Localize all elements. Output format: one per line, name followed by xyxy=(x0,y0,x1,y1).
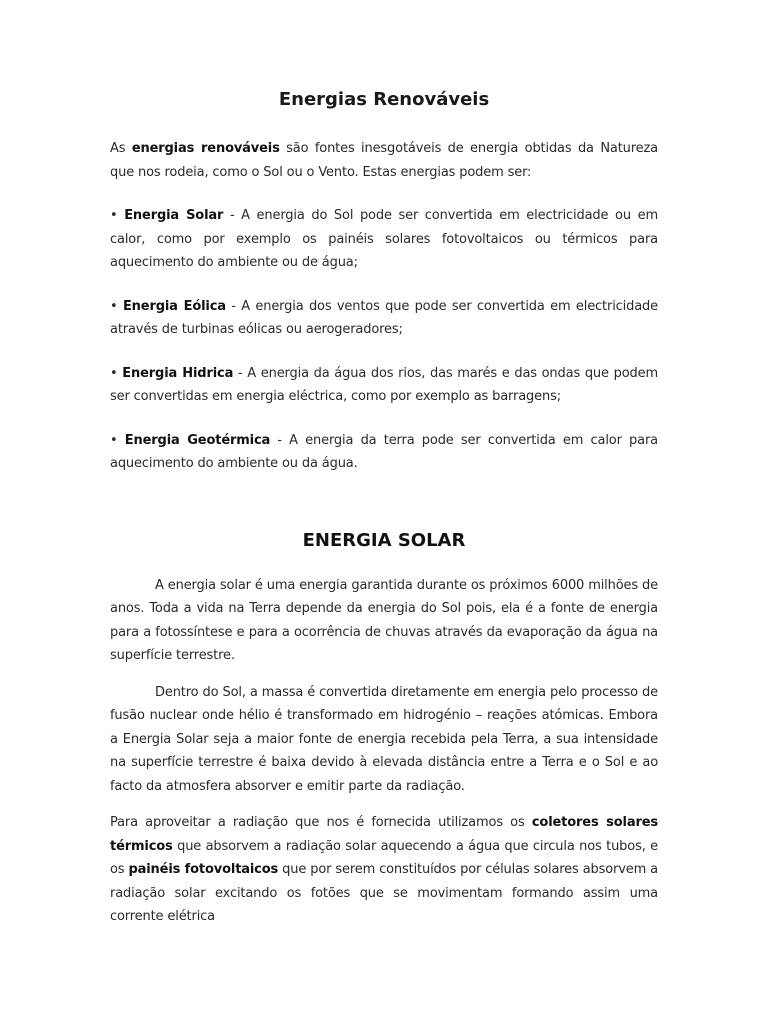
bullet-mark: • xyxy=(110,432,125,448)
page-title: Energias Renováveis xyxy=(278,89,490,110)
list-item-text: - A energia do Sol pode ser convertida em electricidade ou em calor, como por exemplo os painéis solares fotovoltaicos ou térmicos para aquecimento do ambiente ou de água; xyxy=(110,208,658,270)
list-item-hidrica xyxy=(110,362,658,409)
section-paragraph-2: Dentro do Sol, a massa é convertida diretamente em energia pelo processo de fusão nuclear onde hélio é transformado em hidrogénio – reações atómicas. Embora a Energia Solar seja a maior fonte de energia recebida pela Terra, a sua intensidade na superfície terrestre é baixa devido à elevada distância entre a Terra e o Sol e ao facto da atmosfera absorver e emitir parte da radiação. xyxy=(110,684,658,794)
list-item-text: - A energia da água dos rios, das marés e das ondas que podem ser convertidas em energia eléctrica, como por exemplo as barragens; xyxy=(110,365,658,404)
bullet-mark: • xyxy=(110,208,125,223)
list-item-term: Energia Hidrica xyxy=(122,365,234,381)
paragraph-text: Para aproveitar a radiação que nos é fornecida utilizamos os xyxy=(110,815,532,830)
intro-paragraph xyxy=(110,137,658,184)
list-item-term: Energia Geotérmica xyxy=(124,432,271,448)
list-item-eolica xyxy=(110,295,658,342)
bullet-mark: • xyxy=(110,365,123,381)
section-title: ENERGIA SOLAR xyxy=(302,529,466,551)
intro-text-start: As xyxy=(110,141,132,156)
list-item-term: Energia Eólica xyxy=(122,298,226,314)
intro-text-end: são fontes inesgotáveis de energia obtidas da Natureza que nos rodeia, como o Sol ou o Vento. Estas energias podem ser: xyxy=(110,141,658,180)
section-paragraph-1: A energia solar é uma energia garantida durante os próximos 6000 milhões de anos. Toda a vida na Terra depende da energia do Sol pois, ela é a fonte de energia para a fotossíntese e para a ocorrência de chuvas através da evaporação da água na superfície terrestre. xyxy=(110,577,658,663)
list-item-text: - A energia dos ventos que pode ser convertida em electricidade através de turbinas eólicas ou aerogeradores; xyxy=(110,298,658,337)
bullet-mark: • xyxy=(110,298,123,314)
paragraph-text: que absorvem a radiação solar aquecendo a água que circula nos tubos, e os xyxy=(110,838,658,877)
list-item-solar xyxy=(110,204,658,275)
list-item-term: Energia Solar xyxy=(124,208,224,223)
list-item-geotermica xyxy=(110,429,658,476)
section-paragraph-3 xyxy=(110,811,658,929)
list-item-text: - A energia da terra pode ser convertida em calor para aquecimento do ambiente ou da água. xyxy=(110,432,658,471)
paragraph-text: que por serem constituídos por células solares absorvem a radiação solar excitando os fotões que se movimentam formando assim uma corrente elétrica xyxy=(110,862,658,924)
bold-term-paineis: painéis fotovoltaicos xyxy=(128,862,279,877)
bold-term-coletores: coletores solares térmicos xyxy=(110,815,658,854)
intro-bold-term: energias renováveis xyxy=(131,141,280,156)
document-content xyxy=(110,84,658,929)
